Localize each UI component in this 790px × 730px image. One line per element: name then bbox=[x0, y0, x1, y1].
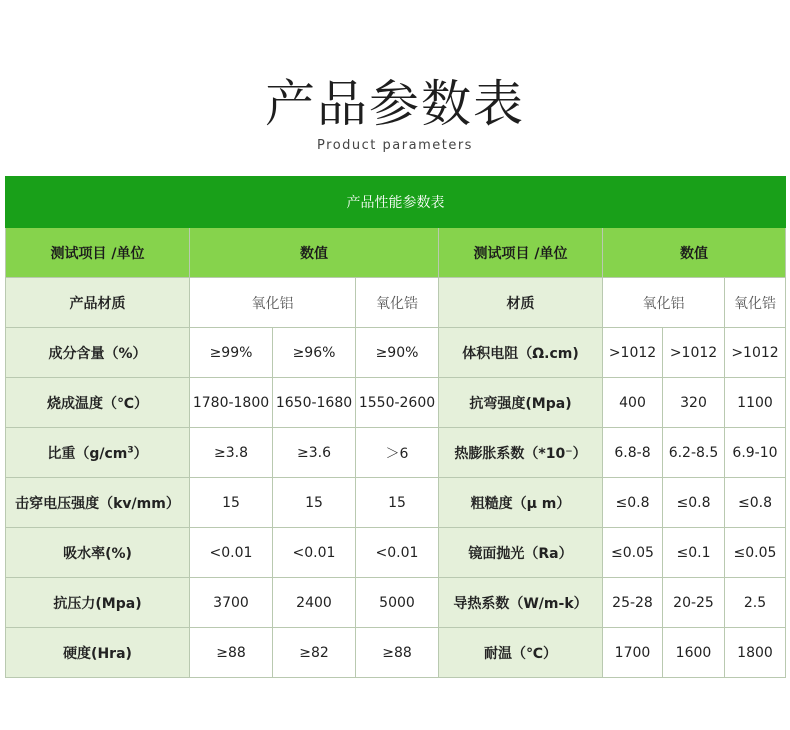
superscript: 3 bbox=[127, 444, 134, 455]
table-row bbox=[6, 628, 786, 678]
label-text: ） bbox=[133, 445, 148, 462]
table-row bbox=[6, 378, 786, 428]
value-cell: ≤0.8 bbox=[725, 478, 786, 528]
row-label-right: 粗糙度（μ m） bbox=[439, 478, 603, 528]
table-row bbox=[6, 478, 786, 528]
value-cell: >1012 bbox=[603, 328, 663, 378]
row-label-right: 导热系数（W/m-k） bbox=[439, 578, 603, 628]
value-cell: 6.9-10 bbox=[725, 428, 786, 478]
left-item-header: 测试项目 /单位 bbox=[6, 228, 190, 278]
value-cell: ≥96% bbox=[273, 328, 356, 378]
value-cell: ≤0.1 bbox=[663, 528, 725, 578]
table-row bbox=[6, 528, 786, 578]
value-cell: 6.8-8 bbox=[603, 428, 663, 478]
value-cell: 1800 bbox=[725, 628, 786, 678]
value-cell: >1012 bbox=[663, 328, 725, 378]
value-cell: ≤0.8 bbox=[603, 478, 663, 528]
row-label-right: 热膨胀系数（*10⁻） bbox=[439, 428, 603, 478]
value-cell: 20-25 bbox=[663, 578, 725, 628]
row-label-right: 耐温（℃） bbox=[439, 628, 603, 678]
value-cell: 6.2-8.5 bbox=[663, 428, 725, 478]
value-cell: 2.5 bbox=[725, 578, 786, 628]
value-cell: ≥99% bbox=[190, 328, 273, 378]
value-cell: ≥88 bbox=[190, 628, 273, 678]
value-cell: 1550-2600 bbox=[356, 378, 439, 428]
table-header-row bbox=[6, 228, 786, 278]
value-cell: 15 bbox=[190, 478, 273, 528]
value-cell: ≥3.8 bbox=[190, 428, 273, 478]
value-cell: <0.01 bbox=[356, 528, 439, 578]
value-cell: >1012 bbox=[725, 328, 786, 378]
row-label-left: 硬度(Hra) bbox=[6, 628, 190, 678]
value-cell: 25-28 bbox=[603, 578, 663, 628]
value-cell: ≥3.6 bbox=[273, 428, 356, 478]
value-cell: ≥88 bbox=[356, 628, 439, 678]
table-row bbox=[6, 428, 786, 478]
material-zirconia-right: 氧化锆 bbox=[725, 278, 786, 328]
row-label-left: 成分含量（%） bbox=[6, 328, 190, 378]
page-title: 产品参数表 bbox=[265, 75, 525, 133]
value-cell: 15 bbox=[356, 478, 439, 528]
value-cell: 320 bbox=[663, 378, 725, 428]
left-value-header: 数值 bbox=[190, 228, 439, 278]
value-cell: <0.01 bbox=[273, 528, 356, 578]
row-label-left: 吸水率(%) bbox=[6, 528, 190, 578]
row-label-left bbox=[6, 428, 190, 478]
value-cell: ＞6 bbox=[356, 428, 439, 478]
value-cell: ≤0.05 bbox=[603, 528, 663, 578]
value-cell: 5000 bbox=[356, 578, 439, 628]
row-label-left: 烧成温度（℃） bbox=[6, 378, 190, 428]
value-cell: 1100 bbox=[725, 378, 786, 428]
value-cell: 2400 bbox=[273, 578, 356, 628]
value-cell: 1650-1680 bbox=[273, 378, 356, 428]
table-caption-row bbox=[6, 177, 786, 228]
page-subtitle: Product parameters bbox=[317, 138, 473, 153]
value-cell: 1700 bbox=[603, 628, 663, 678]
value-cell: 3700 bbox=[190, 578, 273, 628]
value-cell: 1780-1800 bbox=[190, 378, 273, 428]
material-label-right: 材质 bbox=[439, 278, 603, 328]
row-label-left: 击穿电压强度（kv/mm） bbox=[6, 478, 190, 528]
row-label-left: 抗压力(Mpa) bbox=[6, 578, 190, 628]
parameter-table bbox=[5, 176, 786, 678]
right-item-header: 测试项目 /单位 bbox=[439, 228, 603, 278]
material-alumina-left: 氧化铝 bbox=[190, 278, 356, 328]
material-row bbox=[6, 278, 786, 328]
value-cell: ≤0.8 bbox=[663, 478, 725, 528]
value-cell: 15 bbox=[273, 478, 356, 528]
table-caption: 产品性能参数表 bbox=[6, 177, 786, 228]
value-cell: 400 bbox=[603, 378, 663, 428]
value-cell: ≥82 bbox=[273, 628, 356, 678]
label-text: 比重（g/cm bbox=[47, 445, 128, 462]
value-cell: ≤0.05 bbox=[725, 528, 786, 578]
right-value-header: 数值 bbox=[603, 228, 786, 278]
value-cell: ≥90% bbox=[356, 328, 439, 378]
material-zirconia-left: 氧化锆 bbox=[356, 278, 439, 328]
table-row bbox=[6, 328, 786, 378]
table-row bbox=[6, 578, 786, 628]
material-label-left: 产品材质 bbox=[6, 278, 190, 328]
value-cell: <0.01 bbox=[190, 528, 273, 578]
value-cell: 1600 bbox=[663, 628, 725, 678]
row-label-right: 抗弯强度(Mpa) bbox=[439, 378, 603, 428]
material-alumina-right: 氧化铝 bbox=[603, 278, 725, 328]
row-label-right: 镜面抛光（Ra） bbox=[439, 528, 603, 578]
row-label-right: 体积电阻（Ω.cm) bbox=[439, 328, 603, 378]
